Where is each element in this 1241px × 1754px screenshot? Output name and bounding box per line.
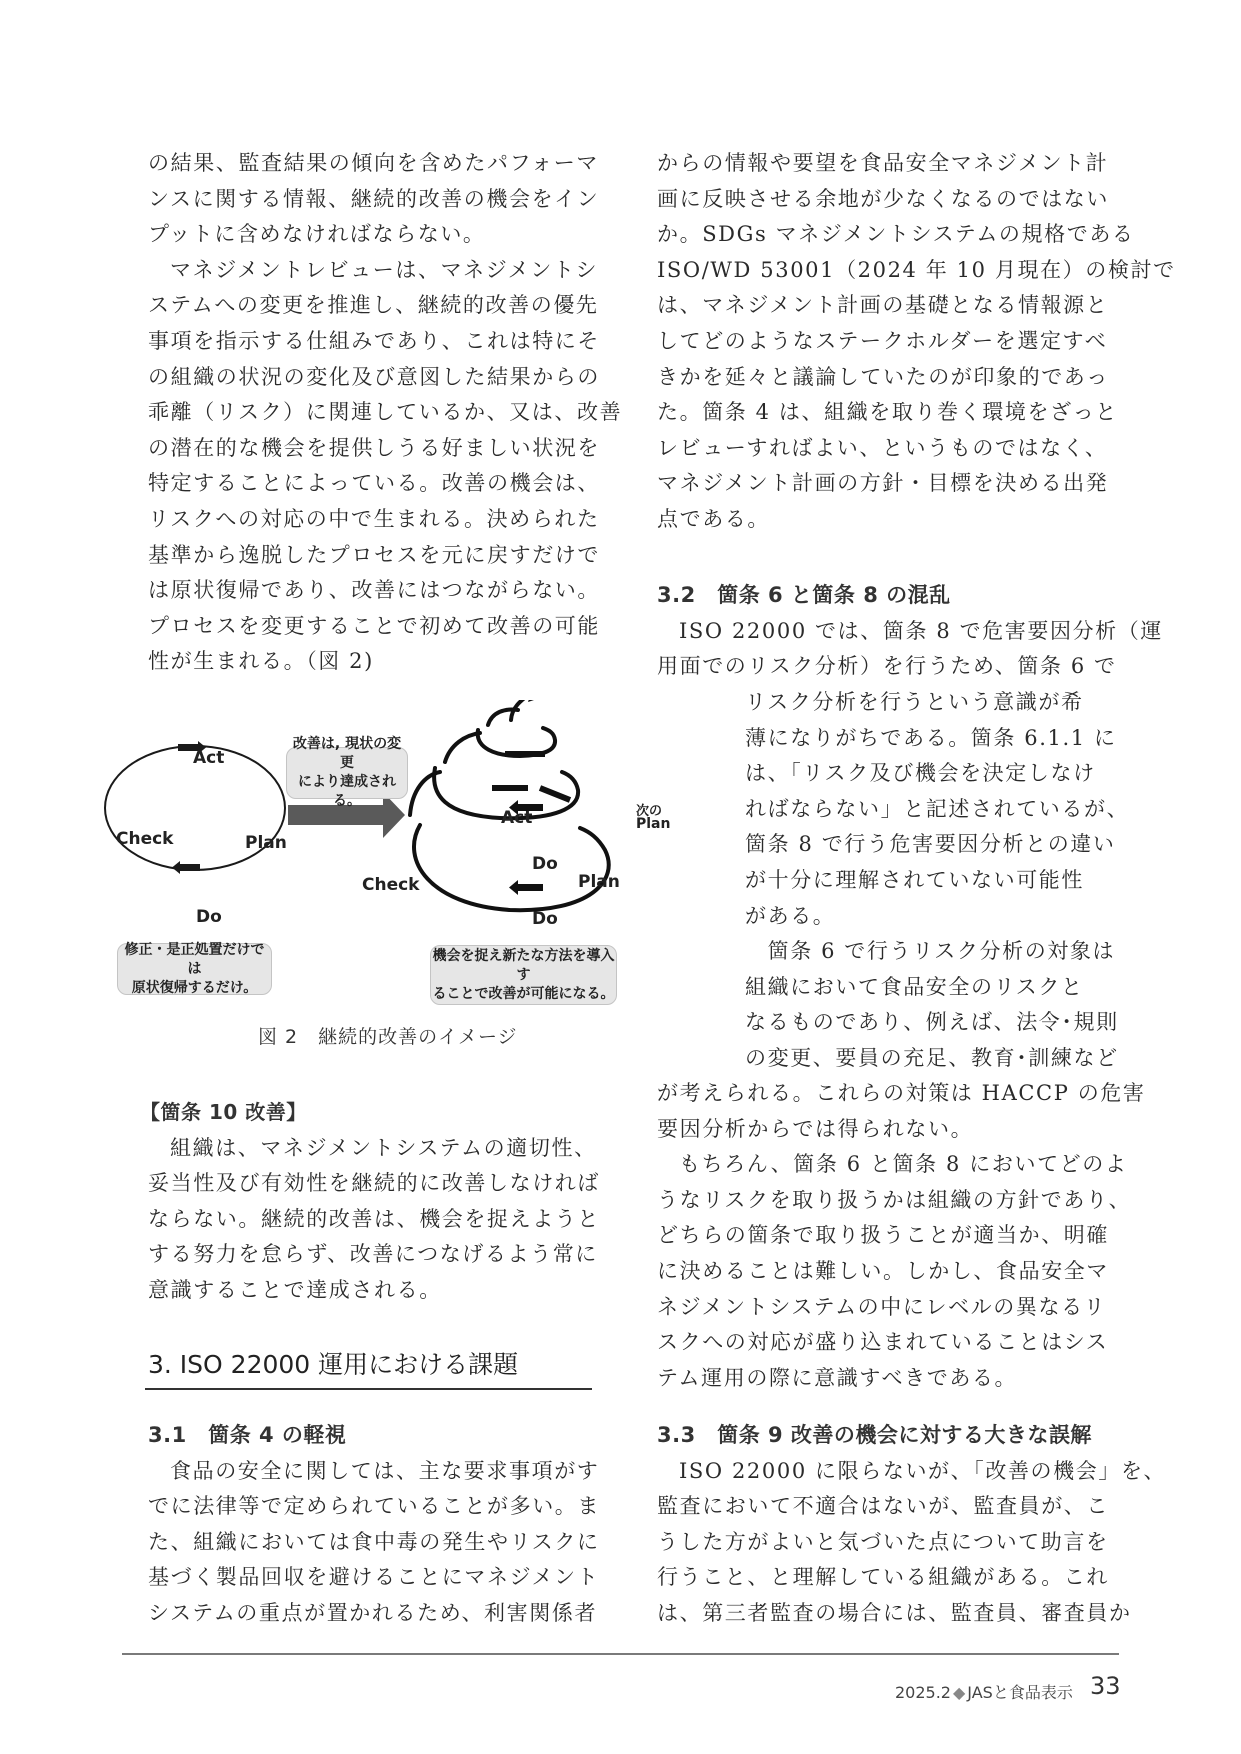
left-do-label: Do <box>196 907 222 927</box>
left-note-line: 修正・是正処置だけでは <box>124 941 265 977</box>
body-line: もちろん、箇条 6 と箇条 8 においてどのよ <box>679 1152 1128 1177</box>
section31-heading: 3.1 箇条 4 の軽視 <box>148 1423 347 1447</box>
body-line: ステムへの変更を推進し、継続的改善の優先 <box>148 293 599 318</box>
spiral-do-upper-label: Do <box>532 854 558 874</box>
diamond-icon: ◆ <box>952 1683 966 1702</box>
body-line: する努力を怠らず、改善につなげるよう常に <box>148 1242 598 1267</box>
body-line: 画に反映させる余地が少なくなるのではない <box>657 186 1109 211</box>
body-line: ISO 22000 に限らないが、「改善の機会」を、 <box>679 1458 1167 1483</box>
body-line: レビューすればよい、というものではなく、 <box>657 435 1108 460</box>
body-line: なるものであり、例えば、法令･規則 <box>745 1010 1119 1035</box>
body-line: に決めることは難しい。しかし、食品安全マ <box>657 1258 1109 1283</box>
body-line: うした方がよいと気づいた点について助言を <box>657 1529 1109 1554</box>
body-line: ならない。継続的改善は、機会を捉えようと <box>148 1206 600 1231</box>
body-line: からの情報や要望を食品安全マネジメント計 <box>657 151 1109 175</box>
body-line: マネジメントレビューは、マネジメントシ <box>170 257 599 282</box>
body-line: 乖離（リスク）に関連しているか、又は、改善 <box>148 400 623 425</box>
right-column-top <box>657 146 1176 538</box>
section32-continued <box>657 1076 1146 1396</box>
section32-heading: 3.2 箇条 6 と箇条 8 の混乱 <box>657 583 951 607</box>
body-line: マネジメント計画の方針・目標を決める出発 <box>657 471 1109 496</box>
footer-magazine-title: JASと食品表示 <box>967 1683 1073 1702</box>
body-line: は、「リスク及び機会を決定しなけ <box>745 761 1096 786</box>
body-line: の組織の状況の変化及び意図した結果からの <box>148 364 600 389</box>
body-line: 組織において食品安全のリスクと <box>745 974 1084 999</box>
body-line: リスク分析を行うという意識が希 <box>745 690 1084 714</box>
body-line: リスクへの対応の中で生まれる。決められた <box>148 506 600 531</box>
left-act-label: Act <box>193 748 225 768</box>
body-line: の潜在的な機会を提供しうる好ましい状況を <box>148 435 600 460</box>
left-column <box>148 146 623 680</box>
body-line: 特定することによっている。改善の機会は、 <box>148 471 600 496</box>
spiral-do-lower-label: Do <box>532 909 558 929</box>
body-line: 事項を指示する仕組みであり、これは特にそ <box>148 328 600 353</box>
clause10-section <box>140 1095 600 1309</box>
footer-issue: 2025.2 <box>895 1683 951 1702</box>
body-line: が十分に理解されていない可能性 <box>745 867 1084 892</box>
left-check-label: Check <box>116 829 174 849</box>
body-line: テム運用の際に意識すべきである。 <box>657 1365 1018 1390</box>
top-note-line: 改善は, 現状の変更 <box>292 736 402 771</box>
body-line: 箇条 6 で行うリスク分析の対象は <box>745 939 1116 964</box>
body-line: 薄になりがちである。箇条 6.1.1 に <box>745 725 1117 750</box>
left-note-line: 原状復帰するだけ。 <box>131 979 258 996</box>
spiral-act-label: Act <box>501 808 533 828</box>
section3-heading: 3. ISO 22000 運用における課題 <box>148 1350 519 1379</box>
section3-underline <box>145 1388 592 1390</box>
body-line: た、組織においては食中毒の発生やリスクに <box>148 1529 600 1554</box>
spiral-check-label: Check <box>362 875 420 895</box>
spiral-do-lower-arrow-head <box>509 880 518 895</box>
body-line: きかを延々と議論していたのが印象的であっ <box>657 364 1109 389</box>
page-number: 33 <box>1090 1672 1121 1700</box>
body-line: どちらの箇条で取り扱うことが適当か、明確 <box>657 1223 1109 1248</box>
body-line: は、マネジメント計画の基礎となる情報源と <box>657 293 1109 318</box>
body-line: うなリスクを取り扱うかは組織の方針であり、 <box>657 1187 1132 1212</box>
body-line: でに法律等で定められていることが多い。ま <box>148 1494 600 1519</box>
left-plan-label: Plan <box>245 833 287 853</box>
do-arrow-head <box>172 861 180 874</box>
body-line: た。箇条 4 は、組織を取り巻く環境をざっと <box>657 400 1118 425</box>
body-line: 基準から逸脱したプロセスを元に戻すだけで <box>148 542 600 567</box>
body-line: ISO/WD 53001（2024 年 10 月現在）の検討で <box>657 257 1176 282</box>
right-note-line: ることで改善が可能になる。 <box>432 985 615 1002</box>
section31 <box>148 1418 600 1632</box>
figure-caption: 図 2 継続的改善のイメージ <box>258 1026 518 1048</box>
do-arrow-body <box>180 864 200 871</box>
spiral-dashes <box>492 754 570 800</box>
body-line: は原状復帰であり、改善にはつながらない。 <box>148 578 600 603</box>
body-line: ればならない」と記述されているが、 <box>745 796 1130 821</box>
body-line: がある。 <box>745 903 836 928</box>
top-note-box <box>286 736 408 809</box>
body-line: ンスに関する情報、継続的改善の機会をイン <box>148 186 600 211</box>
body-line: 用面でのリスク分析）を行うため、箇条 6 で <box>657 654 1117 679</box>
spiral-next-plan-label: Plan <box>636 816 671 832</box>
body-line: 基づく製品回収を避けることにマネジメント <box>148 1565 600 1590</box>
spiral-do-lower-arrow-body <box>518 884 543 891</box>
body-line: プロセスを変更することで初めて改善の可能 <box>148 613 600 638</box>
spiral-plan-label: Plan <box>578 872 620 892</box>
body-line: か。SDGs マネジメントシステムの規格である <box>657 222 1135 247</box>
body-line: プットに含めなければならない。 <box>148 222 486 247</box>
section32-indented <box>745 685 1129 1077</box>
body-line: してどのようなステークホルダーを選定すべ <box>657 328 1108 353</box>
right-note-line: 機会を捉え新たな方法を導入す <box>432 947 615 983</box>
body-line: の変更、要員の充足、教育･訓練など <box>745 1045 1119 1070</box>
body-line: 行うこと、と理解している組織がある。これ <box>657 1565 1109 1590</box>
body-line: 性が生まれる。（図 2) <box>148 649 374 674</box>
section33 <box>657 1418 1166 1632</box>
footer-rule <box>122 1653 1119 1655</box>
top-note-line: により達成される。 <box>298 774 396 809</box>
body-line: が考えられる。これらの対策は HACCP の危害 <box>657 1081 1146 1105</box>
section32 <box>657 578 1163 685</box>
body-line: の結果、監査結果の傾向を含めたパフォーマ <box>148 151 599 175</box>
spiral-top-arrow-head <box>528 700 540 702</box>
body-line: 点である。 <box>657 506 770 531</box>
footer-publication <box>895 1680 1073 1703</box>
body-line: 監査において不適合はないが、監査員が、こ <box>657 1494 1109 1519</box>
body-line: 組織は、マネジメントシステムの適切性、 <box>170 1135 597 1160</box>
body-line: は、第三者監査の場合には、監査員、審査員か <box>657 1600 1132 1625</box>
body-line: ネジメントシステムの中にレベルの異なるリ <box>657 1294 1107 1319</box>
spiral-next-label: 次の <box>636 804 663 819</box>
left-note-box <box>117 943 272 995</box>
clause10-heading: 【箇条 10 改善】 <box>140 1100 307 1124</box>
body-line: 妥当性及び有効性を継続的に改善しなければ <box>148 1171 600 1196</box>
body-line: 意識することで達成される。 <box>148 1277 442 1302</box>
body-line: システムの重点が置かれるため、利害関係者 <box>148 1600 598 1625</box>
body-line: 箇条 8 で行う危害要因分析との違い <box>745 832 1116 857</box>
body-line: ISO 22000 では、箇条 8 で危害要因分析（運 <box>679 618 1163 643</box>
section33-heading: 3.3 箇条 9 改善の機会に対する大きな誤解 <box>657 1423 1092 1447</box>
right-note-box <box>430 945 617 1005</box>
body-line: スクへの対応が盛り込まれていることはシス <box>657 1330 1109 1355</box>
body-line: 要因分析からでは得られない。 <box>657 1116 974 1141</box>
body-line: 食品の安全に関しては、主な要求事項がす <box>170 1458 600 1483</box>
